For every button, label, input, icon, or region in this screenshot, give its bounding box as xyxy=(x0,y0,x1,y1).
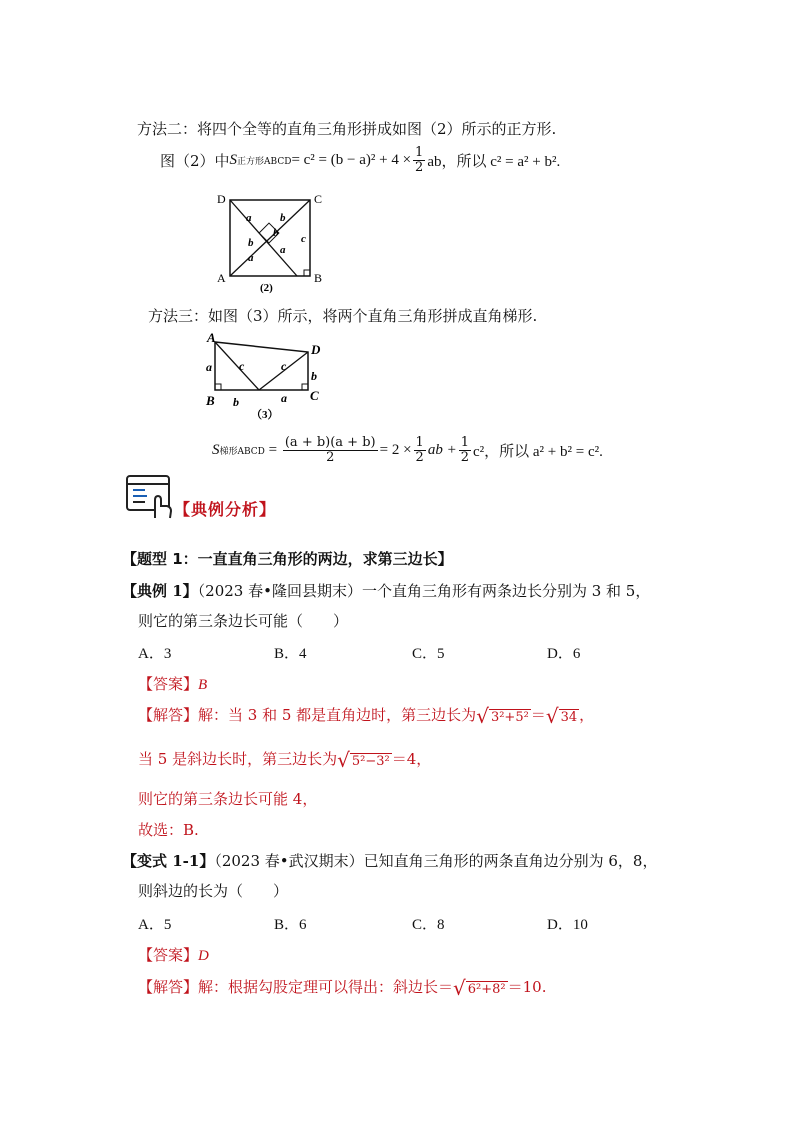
method2-s-sub: 正方形ABCD xyxy=(237,157,292,167)
method3-equation: S 梯形ABCD = $\frac{(a + b)(a + b)}{2}$ = 2 × $\frac{1}{2}$ ab + $\frac{1}{2}$ c²，所以 a² + b² = c². xyxy=(212,435,603,465)
figure-2-diagram xyxy=(210,188,340,298)
method2-eq-tail: ab，所以 c² = a² + b². xyxy=(427,154,561,170)
variant1-solution xyxy=(138,976,547,1000)
figure-3-diagram xyxy=(203,330,333,420)
fig2-label-c2: c xyxy=(301,233,306,245)
example1-answer xyxy=(138,673,207,694)
fig3-label-b1: b xyxy=(311,369,317,383)
example1-sol2-sqrt: √ 5²−3² xyxy=(337,748,390,772)
variant1-answer xyxy=(138,944,209,965)
fig2-label-b2: b xyxy=(248,237,254,249)
fig3-label-D: D xyxy=(311,342,321,357)
fig2-label-D: D xyxy=(217,192,226,206)
method3-frac1 xyxy=(283,436,378,465)
fig3-label-a2: a xyxy=(281,391,287,405)
example1-option-b: B．4 xyxy=(274,646,307,662)
fig3-label-B: B xyxy=(206,393,215,408)
fig3-label-b2: b xyxy=(233,395,239,409)
example1-sol1-end: ， xyxy=(579,706,595,724)
method3-s-label: S xyxy=(212,442,220,458)
method2-frac-den: 2 xyxy=(415,160,424,175)
variant1-sol-prefix: 解：根据勾股定理可以得出：斜边长＝ xyxy=(198,978,454,996)
fig2-label-C: C xyxy=(314,192,323,206)
fig3-label-A: A xyxy=(207,330,216,345)
method2-eq-part: = c² = (b − a)² + 4 × xyxy=(291,152,412,168)
variant1-question xyxy=(122,850,657,871)
topic-heading: 【题型 1：一直直角三角形的两边，求第三边长】 xyxy=(122,550,453,568)
example1-answer-value: B xyxy=(198,677,208,693)
variant1-tag: 【变式 1-1】 xyxy=(122,852,215,870)
example1-sol2-prefix: 当 5 是斜边长时，第三边长为 xyxy=(138,750,338,768)
example1-sol1-radicand2: 34 xyxy=(560,710,578,725)
example1-solution-line3: 则它的第三条边长可能 4， xyxy=(138,790,318,808)
example1-solution-line1 xyxy=(138,704,595,728)
example1-question xyxy=(122,580,650,601)
fig2-label-b3: b xyxy=(273,227,279,239)
method3-frac2-num: 1 xyxy=(415,435,424,450)
variant1-option-d: D．10 xyxy=(547,917,588,933)
example1-sol2-end: ＝4， xyxy=(391,750,432,768)
fig3-label-a1: a xyxy=(206,360,212,374)
example1-sol-tag: 【解答】 xyxy=(138,706,199,724)
method3-mid2: ab + xyxy=(427,442,457,458)
method3-intro: 方法三：如图（3）所示，将两个直角三角形拼成直角梯形. xyxy=(148,307,538,325)
fig2-label-a3: a xyxy=(248,252,254,264)
example1-answer-tag: 【答案】 xyxy=(138,675,199,693)
fig3-label-C: C xyxy=(310,388,319,403)
method3-s-sub: 梯形ABCD xyxy=(219,447,265,457)
variant1-answer-value: D xyxy=(198,948,209,964)
example1-option-a: A．3 xyxy=(138,646,172,662)
fig2-caption: (2) xyxy=(260,282,273,294)
variant1-option-a: A．5 xyxy=(138,917,172,933)
fig3-label-c2: c xyxy=(281,359,287,373)
example1-text2: 则它的第三条边长可能（ ） xyxy=(138,612,349,630)
example1-option-c: C．5 xyxy=(412,646,445,662)
method3-tail: c²，所以 a² + b² = c². xyxy=(472,444,603,460)
variant1-option-b: B．6 xyxy=(274,917,307,933)
variant1-text: （2023 春•武汉期末）已知直角三角形的两条直角边分别为 6，8， xyxy=(214,852,658,870)
example1-sol1-prefix: 解：当 3 和 5 都是直角边时，第三边长为 xyxy=(198,706,477,724)
fig2-label-b1: b xyxy=(280,212,286,224)
method2-frac-num: 1 xyxy=(415,145,424,160)
example1-solution-line2 xyxy=(138,748,432,772)
method3-frac3-den: 2 xyxy=(460,450,469,465)
example1-sol1-sqrt2: √ 34 xyxy=(545,704,578,728)
example1-sol1-mid: ＝ xyxy=(530,706,546,724)
variant1-text2: 则斜边的长为（ ） xyxy=(138,882,289,900)
example1-sol1-radicand: 3²+5² xyxy=(490,710,529,725)
variant1-sol-end: ＝10. xyxy=(507,978,547,996)
method2-fraction xyxy=(413,146,425,175)
method2-eq-prefix: 图（2）中 xyxy=(160,152,230,170)
method3-frac2 xyxy=(414,436,426,465)
method2-equation xyxy=(160,146,560,175)
fig2-label-B: B xyxy=(314,271,323,285)
fig2-label-a1: a xyxy=(246,212,252,224)
method3-frac3-num: 1 xyxy=(460,435,469,450)
variant1-sol-radicand: 6²+8² xyxy=(467,982,506,997)
method3-frac1-den: 2 xyxy=(326,450,335,465)
example1-text: （2023 春•隆回县期末）一个直角三角形有两条边长分别为 3 和 5， xyxy=(197,582,651,600)
method3-frac1-num: (a + b)(a + b) xyxy=(284,435,376,450)
browser-hand-icon xyxy=(125,472,175,522)
method3-frac3 xyxy=(459,436,471,465)
variant1-option-c: C．8 xyxy=(412,917,445,933)
example1-solution-line4: 故选：B. xyxy=(138,821,199,839)
fig3-label-c1: c xyxy=(239,359,245,373)
variant1-sol-sqrt: √ 6²+8² xyxy=(453,976,506,1000)
example1-tag: 【典例 1】 xyxy=(122,582,198,600)
method3-mid: = 2 × xyxy=(379,442,412,458)
fig2-label-a2: a xyxy=(280,244,286,256)
example1-sol1-sqrt: √ 3²+5² xyxy=(476,704,529,728)
method2-intro: 方法二：将四个全等的直角三角形拼成如图（2）所示的正方形. xyxy=(137,120,557,138)
section-banner: 【典例分析】 xyxy=(174,500,277,519)
fig3-caption: （3） xyxy=(251,409,279,420)
method3-frac2-den: 2 xyxy=(415,450,424,465)
example1-sol2-radicand: 5²−3² xyxy=(351,754,390,769)
example1-option-d: D．6 xyxy=(547,646,581,662)
variant1-sol-tag: 【解答】 xyxy=(138,978,199,996)
method2-s-label: S xyxy=(229,152,238,168)
variant1-answer-tag: 【答案】 xyxy=(138,946,199,964)
fig2-label-A: A xyxy=(217,271,226,285)
